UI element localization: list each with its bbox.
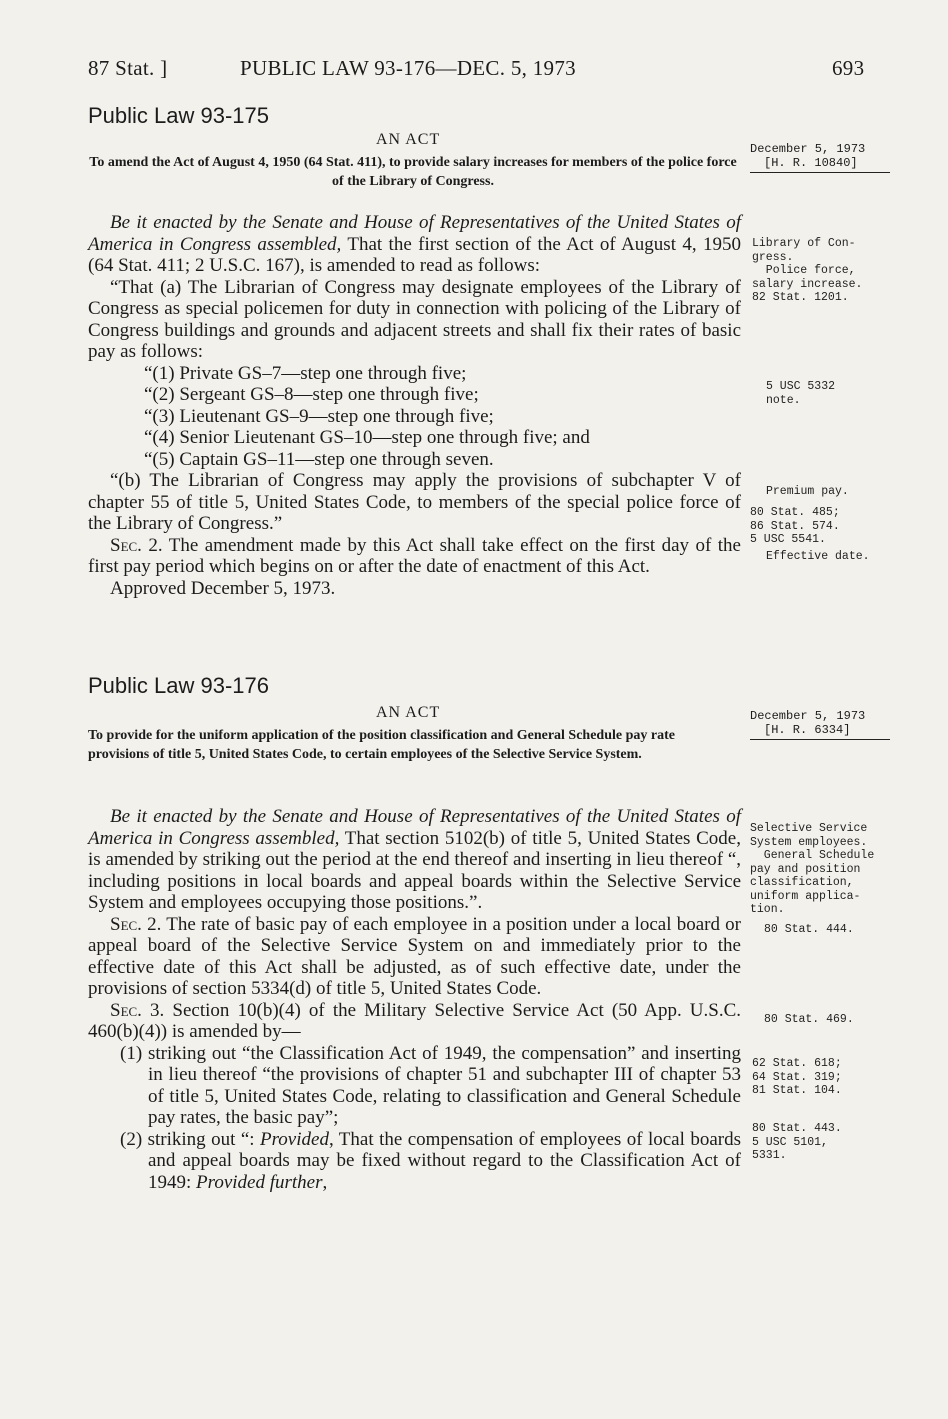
- law1-approved: Approved December 5, 1973.: [110, 577, 336, 599]
- law1-margin-usc-note: 5 USC 5332 note.: [766, 380, 836, 407]
- law2-sec3-label: Sec. 3.: [110, 999, 165, 1021]
- law1-title: Public Law 93-175: [88, 103, 270, 128]
- law1-list-item: “(4) Senior Lieutenant GS–10—step one through five; and: [144, 427, 590, 448]
- law1-sec2-label: Sec. 2.: [110, 534, 163, 556]
- law2-item2-provided: Provided: [260, 1128, 329, 1150]
- law2-section-3: [88, 1000, 741, 1043]
- law1-bill-number: [H. R. 10840]: [764, 156, 858, 170]
- law1-para-a: “That (a) The Librarian of Congress may designate employees of the Library of Congress as special policemen for duty in connection with policing of the Library of Congress buildings and grounds and adjacent streets and shall fix their rates of basic pay as follows:: [88, 276, 741, 362]
- law2-margin-stat-618: 62 Stat. 618; 64 Stat. 319; 81 Stat. 104.: [752, 1057, 842, 1097]
- law1-sec2-text: The amendment made by this Act shall take effect on the first day of the first pay period which begins on or after the date of enactment of this Act.: [88, 534, 741, 577]
- law1-date-rule: [750, 172, 890, 173]
- law2-an-act: AN ACT: [376, 704, 441, 721]
- page-number: 693: [832, 56, 865, 80]
- law2-margin-stat-443: 80 Stat. 443. 5 USC 5101, 5331.: [752, 1122, 842, 1162]
- law1-list-item: “(1) Private GS–7—step one through five;: [144, 362, 467, 384]
- law2-margin-stat-469: 80 Stat. 469.: [764, 1013, 854, 1026]
- law1-list-item: “(5) Captain GS–11—step one through seven.: [144, 448, 494, 470]
- volume-reference: 87 Stat. ]: [88, 56, 168, 80]
- law2-date: December 5, 1973: [750, 709, 866, 723]
- law1-body: [88, 212, 741, 599]
- law2-item-1: (1) striking out “the Classification Act of 1949, the compensation” and inserting in lieu thereof “the provisions of chapter 51 and subchapter III of chapter 53 of title 5, United States Code, relating to classification and General Schedule pay rates, the basic pay”;: [120, 1042, 741, 1128]
- law2-date-rule: [750, 739, 890, 740]
- law1-margin-stat-refs: 80 Stat. 485; 86 Stat. 574. 5 USC 5541.: [750, 506, 840, 546]
- law2-margin-stat-444: 80 Stat. 444.: [764, 923, 854, 936]
- law2-purpose: To provide for the uniform application of the position classification and General Schedule pay rate provisions of title 5, United States Code, to certain employees of the Selective Service System.: [88, 728, 675, 762]
- law1-date-block: [750, 142, 865, 170]
- law2-item2-c: , That the compensation of employees of local boards and appeal boards may be fixed without regard to the Classification Act of 1949:: [148, 1128, 741, 1193]
- law1-list-item: “(3) Lieutenant GS–9—step one through five;: [144, 405, 494, 427]
- law2-sec3-text: Section 10(b)(4) of the Military Selective Service Act (50 App. U.S.C. 460(b)(4)) is amended by—: [88, 999, 742, 1042]
- law2-date-block: [750, 709, 865, 737]
- law1-purpose: To amend the Act of August 4, 1950 (64 Stat. 411), to provide salary increases for members of the police force of the Library of Congress.: [89, 155, 737, 189]
- law1-margin-premium: Premium pay.: [766, 485, 849, 498]
- law2-enacting-clause: [88, 806, 741, 914]
- law2-item2-e: ,: [322, 1171, 328, 1193]
- law2-margin-selective: Selective Service System employees. General Schedule pay and position classification, uniform applica- tion.: [750, 822, 875, 916]
- law1-enacting-rest: That the first section of the Act of August 4, 1950 (64 Stat. 411; 2 U.S.C. 167), is amended to read as follows:: [88, 233, 741, 276]
- law2-item-2: [88, 1129, 741, 1194]
- law2-enacting-rest: That section 5102(b) of title 5, United States Code, is amended by striking out the period at the end thereof and inserting in lieu thereof “, including positions in local boards and appeal boards within the Selective Service System and employees occupying those positions.”.: [88, 827, 741, 913]
- law2-item2-provided-further: Provided further: [196, 1171, 323, 1193]
- law1-section-2: [88, 535, 741, 578]
- law2-bill-number: [H. R. 6334]: [764, 723, 851, 737]
- law2-enacting-italic: Be it enacted by the Senate and House of Representatives of the United States of America in Congress assembled,: [88, 806, 741, 849]
- running-title: PUBLIC LAW 93-176—DEC. 5, 1973: [240, 56, 576, 80]
- law1-margin-library: Library of Con- gress. Police force, salary increase. 82 Stat. 1201.: [752, 237, 863, 304]
- law2-body: [88, 806, 741, 1193]
- law1-para-b: “(b) The Librarian of Congress may apply the provisions of subchapter V of chapter 55 of title 5, United States Code, to members of the special police force of the Library of Congress.”: [88, 470, 741, 534]
- law1-enacting-italic: Be it enacted by the Senate and House of Representatives of the United States of America in Congress assembled,: [88, 212, 741, 255]
- law1-an-act: AN ACT: [376, 131, 441, 148]
- law2-section-2: [88, 914, 741, 1000]
- law1-margin-effective: Effective date.: [766, 550, 870, 563]
- law1-list-item: “(2) Sergeant GS–8—step one through five;: [144, 384, 479, 405]
- law2-sec2-text: The rate of basic pay of each employee in a position under a local board or appeal board of the Selective Service System on and immediately prior to the effective date of this Act shall be adjusted, as of such effective date, under the provisions of section 5334(d) of title 5, United States Code.: [88, 913, 741, 999]
- law2-title: Public Law 93-176: [88, 673, 270, 698]
- law2-sec2-label: Sec. 2.: [110, 913, 162, 935]
- law2-item2-a: (2) striking out “:: [120, 1128, 260, 1150]
- law1-enacting-clause: [88, 212, 741, 277]
- law1-date: December 5, 1973: [750, 142, 866, 156]
